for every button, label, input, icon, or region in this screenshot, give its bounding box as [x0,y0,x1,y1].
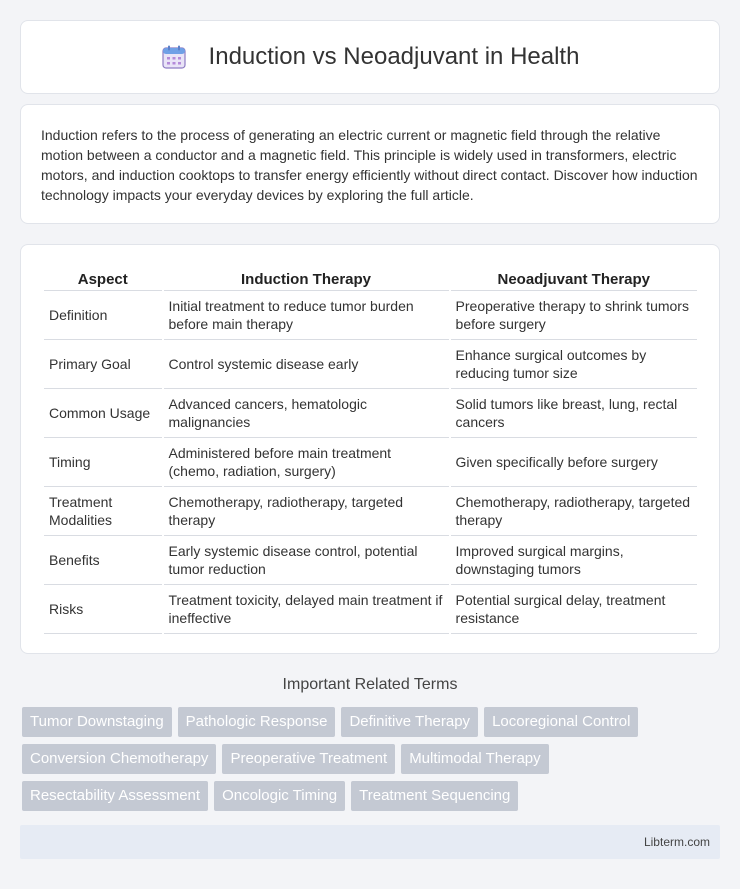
cell-neoadjuvant: Improved surgical margins, downstaging tumors [451,536,697,585]
header-neoadjuvant: Neoadjuvant Therapy [451,265,697,291]
footer-site-link[interactable]: Libterm.com [643,835,710,849]
term-tag[interactable]: Definitive Therapy [341,707,478,737]
cell-neoadjuvant: Preoperative therapy to shrink tumors before surgery [451,291,697,340]
cell-induction: Early systemic disease control, potential tumor reduction [164,536,449,585]
table-row [44,585,697,634]
cell-aspect: Benefits [44,536,162,585]
term-tag[interactable]: Preoperative Treatment [222,744,395,774]
header-aspect: Aspect [44,265,162,291]
calendar-icon [161,44,187,70]
term-tag[interactable]: Locoregional Control [484,707,638,737]
cell-aspect: Primary Goal [44,340,162,389]
cell-aspect: Timing [44,438,162,487]
table-header-row [44,265,697,291]
term-tag[interactable]: Oncologic Timing [214,781,345,811]
cell-aspect: Common Usage [44,389,162,438]
cell-neoadjuvant: Solid tumors like breast, lung, rectal cancers [451,389,697,438]
cell-aspect: Risks [44,585,162,634]
cell-neoadjuvant: Chemotherapy, radiotherapy, targeted therapy [451,487,697,536]
cell-neoadjuvant: Given specifically before surgery [451,438,697,487]
footer [20,825,720,859]
intro-text: Induction refers to the process of generating an electric current or magnetic field through the relative motion between a conductor and a magnetic field. This principle is widely used in transformers, electric motors, and induction cooktops to transfer energy efficiently without direct contact. Discover how induction technology impacts your everyday devices by exploring the full article. [41,127,698,203]
cell-induction: Treatment toxicity, delayed main treatment if ineffective [164,585,449,634]
cell-neoadjuvant: Enhance surgical outcomes by reducing tumor size [451,340,697,389]
term-tag[interactable]: Treatment Sequencing [351,781,518,811]
intro-card [20,104,720,224]
cell-neoadjuvant: Potential surgical delay, treatment resistance [451,585,697,634]
term-tag[interactable]: Multimodal Therapy [401,744,548,774]
table-row [44,487,697,536]
table-row [44,291,697,340]
term-tag[interactable]: Tumor Downstaging [22,707,172,737]
header-card [20,20,720,94]
cell-induction: Administered before main treatment (chemo, radiation, surgery) [164,438,449,487]
term-tag[interactable]: Pathologic Response [178,707,336,737]
related-terms-title: Important Related Terms [282,676,458,693]
term-tag[interactable]: Conversion Chemotherapy [22,744,216,774]
table-row [44,536,697,585]
cell-induction: Control systemic disease early [164,340,449,389]
term-tag[interactable]: Resectability Assessment [22,781,208,811]
header-induction: Induction Therapy [164,265,449,291]
cell-induction: Chemotherapy, radiotherapy, targeted therapy [164,487,449,536]
comparison-table [42,265,699,634]
page-title: Induction vs Neoadjuvant in Health [208,43,580,70]
cell-induction: Initial treatment to reduce tumor burden before main therapy [164,291,449,340]
related-terms-list [22,707,722,811]
cell-induction: Advanced cancers, hematologic malignancies [164,389,449,438]
table-row [44,438,697,487]
comparison-card [20,244,720,654]
cell-aspect: Treatment Modalities [44,487,162,536]
table-row [44,389,697,438]
table-row [44,340,697,389]
cell-aspect: Definition [44,291,162,340]
